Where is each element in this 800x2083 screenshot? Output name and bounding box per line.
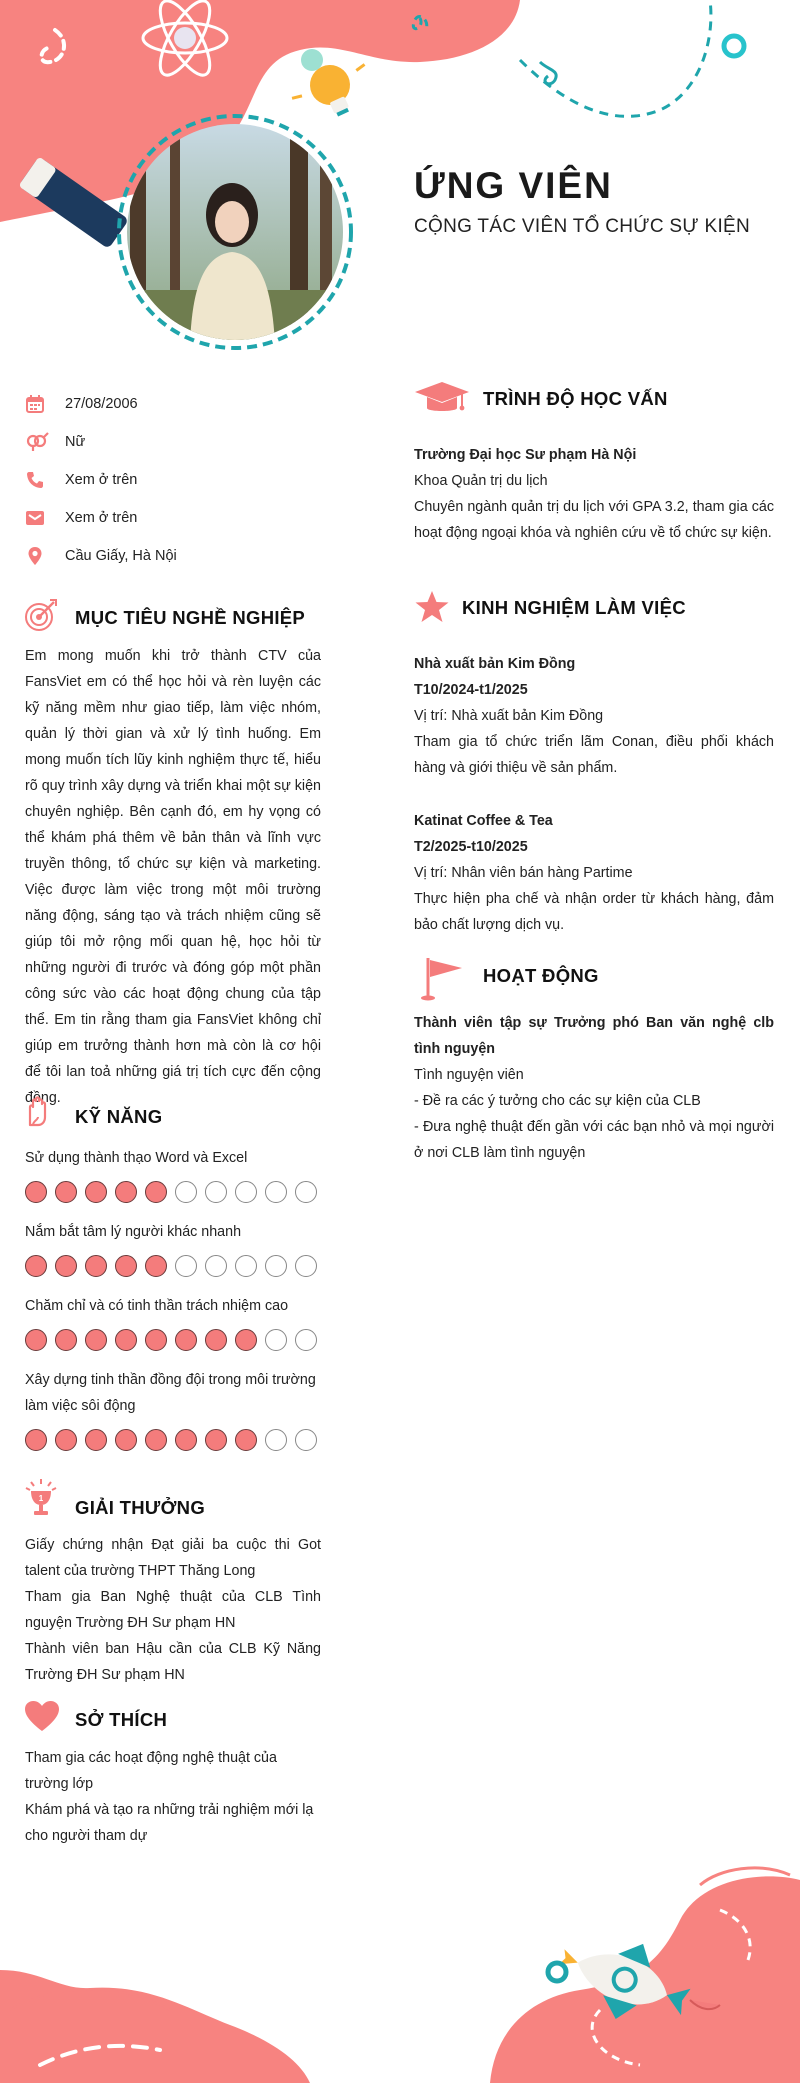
rating-dot-empty (175, 1255, 197, 1277)
hobby-item: Khám phá và tạo ra những trải nghiệm mới lạ cho người tham dự (25, 1802, 314, 1844)
hand-icon (24, 1095, 50, 1127)
objective-title: MỤC TIÊU NGHỀ NGHIỆP (75, 607, 306, 628)
experience-period: T2/2025-t10/2025 (414, 839, 528, 855)
rating-dot-filled (25, 1329, 47, 1351)
rating-dot-filled (55, 1429, 77, 1451)
rating-dot-filled (85, 1429, 107, 1451)
rating-dot-filled (85, 1329, 107, 1351)
experience-title: KINH NGHIỆM LÀM VIỆC (462, 597, 686, 618)
heart-icon (24, 1700, 60, 1732)
rating-dot-filled (25, 1255, 47, 1277)
contact-value: Xem ở trên (65, 472, 138, 488)
flag-icon (420, 955, 466, 1001)
awards-title: GIẢI THƯỞNG (75, 1497, 206, 1518)
hobbies-title: SỞ THÍCH (75, 1709, 168, 1730)
rating-dot-empty (295, 1329, 317, 1351)
activities-block (414, 1010, 774, 1166)
rating-dot-filled (175, 1429, 197, 1451)
skill-item (25, 1293, 321, 1351)
experience-period: T10/2024-t1/2025 (414, 682, 528, 698)
candidate-name: ỨNG VIÊN (414, 165, 613, 206)
education-block (414, 442, 774, 546)
rating-dot-filled (235, 1329, 257, 1351)
skill-name: Nắm bắt tâm lý người khác nhanh (25, 1224, 242, 1240)
star-icon (414, 590, 450, 624)
rating-dot-empty (205, 1255, 227, 1277)
rating-dot-filled (55, 1329, 77, 1351)
contact-value: Xem ở trên (65, 510, 138, 526)
rating-dot-filled (205, 1429, 227, 1451)
rating-dot-empty (175, 1181, 197, 1203)
gender-icon (25, 432, 65, 452)
contact-email (25, 499, 325, 537)
activities-title: HOẠT ĐỘNG (483, 965, 599, 986)
trophy-icon (24, 1478, 58, 1518)
calendar-icon (25, 394, 65, 414)
rating-dot-empty (295, 1181, 317, 1203)
experience-company: Katinat Coffee & Tea (414, 813, 553, 829)
skill-name: Sử dụng thành thạo Word và Excel (25, 1150, 248, 1166)
rating-dot-filled (85, 1181, 107, 1203)
phone-icon (25, 470, 65, 490)
awards-list (25, 1532, 321, 1688)
contact-value: Nữ (65, 434, 86, 450)
rating-dot-empty (265, 1329, 287, 1351)
education-title: TRÌNH ĐỘ HỌC VẤN (483, 388, 668, 409)
activities-bullet: - Đưa nghệ thuật đến gần với các bạn nhỏ và mọi người ở nơi CLB làm tình nguyện (414, 1119, 774, 1161)
contact-birthday (25, 385, 325, 423)
activities-role: Tình nguyện viên (414, 1067, 524, 1083)
skill-item (25, 1219, 321, 1277)
experience-desc: Thực hiện pha chế và nhận order từ khách hàng, đảm bảo chất lượng dịch vụ. (414, 891, 774, 933)
experience-position: Vị trí: Nhà xuất bản Kim Đồng (414, 708, 604, 724)
rating-dot-filled (115, 1329, 137, 1351)
education-school: Trường Đại học Sư phạm Hà Nội (414, 447, 637, 463)
graduation-cap-icon (414, 380, 470, 416)
svg-text:1: 1 (38, 1494, 44, 1503)
skill-item (25, 1367, 321, 1451)
hobbies-list (25, 1745, 321, 1849)
target-icon (24, 598, 58, 632)
rating-dot-filled (145, 1429, 167, 1451)
experience-item (414, 651, 774, 781)
contact-value: Cầu Giấy, Hà Nội (65, 548, 177, 564)
email-icon (25, 508, 65, 528)
award-item: Thành viên ban Hậu cần của CLB Kỹ Năng Trường ĐH Sư phạm HN (25, 1641, 321, 1683)
location-icon (25, 546, 65, 566)
rating-dot-empty (205, 1181, 227, 1203)
rating-dot-filled (145, 1329, 167, 1351)
skill-name: Xây dựng tinh thần đồng đội trong môi trường làm việc sôi động (25, 1372, 316, 1414)
rating-dot-filled (145, 1255, 167, 1277)
rating-dot-filled (55, 1255, 77, 1277)
rating-dot-empty (235, 1255, 257, 1277)
rating-dot-filled (145, 1181, 167, 1203)
rating-dot-filled (115, 1429, 137, 1451)
education-faculty: Khoa Quản trị du lịch (414, 473, 548, 489)
activities-org: Thành viên tập sự Trưởng phó Ban văn nghệ clb tình nguyện (414, 1015, 774, 1057)
skill-rating (25, 1329, 321, 1351)
rating-dot-filled (25, 1429, 47, 1451)
skill-name: Chăm chỉ và có tinh thần trách nhiệm cao (25, 1298, 289, 1314)
rating-dot-filled (115, 1255, 137, 1277)
header-decoration (0, 0, 800, 360)
rating-dot-empty (265, 1255, 287, 1277)
skill-rating (25, 1429, 321, 1451)
rating-dot-filled (85, 1255, 107, 1277)
education-desc: Chuyên ngành quản trị du lịch với GPA 3.2, tham gia các hoạt động ngoại khóa và nghiên cứu về tổ chức sự kiện. (414, 499, 774, 541)
skill-rating (25, 1255, 321, 1277)
experience-desc: Tham gia tổ chức triển lãm Conan, điều phối khách hàng và giới thiệu về sản phẩm. (414, 734, 774, 776)
activities-bullet: - Đề ra các ý tưởng cho các sự kiện của CLB (414, 1093, 701, 1109)
experience-position: Vị trí: Nhân viên bán hàng Partime (414, 865, 633, 881)
rating-dot-empty (295, 1429, 317, 1451)
light-bulb-icon (285, 50, 379, 131)
objective-text: Em mong muốn khi trở thành CTV của FansViet em có thể học hỏi và rèn luyện các kỹ năng mềm như giao tiếp, làm việc nhóm, quản lý thời gian và xử lý tình huống. Em mong muốn tích lũy kinh nghiệm thực tế, hiểu rõ quy trình xây dựng và triển khai một sự kiện chuyên nghiệp. Bên cạnh đó, em hy vọng có thể khám phá thêm về bản thân và lĩnh vực truyền thông, tổ chức sự kiện và marketing. Việc được làm việc trong một môi trường năng động, sáng tạo và trách nhiệm cũng sẽ giúp tôi mở rộng mối quan hệ, học hỏi từ những người đi trước và đóng góp một phần công sức vào các hoạt động chung của tập thể. Em tin rằng tham gia FansViet không chỉ giúp em trưởng thành hơn mà còn là cơ hội để tôi lan toả những giá trị tích cực đến cộng đồng. (25, 648, 321, 1106)
rating-dot-filled (175, 1329, 197, 1351)
skills-title: KỸ NĂNG (75, 1106, 163, 1127)
skill-rating (25, 1181, 321, 1203)
contact-phone (25, 461, 325, 499)
rating-dot-filled (115, 1181, 137, 1203)
award-item: Giấy chứng nhận Đạt giải ba cuộc thi Got talent của trường THPT Thăng Long (25, 1537, 321, 1579)
contact-value: 27/08/2006 (65, 396, 138, 412)
rating-dot-filled (55, 1181, 77, 1203)
rating-dot-filled (205, 1329, 227, 1351)
hobby-item: Tham gia các hoạt động nghệ thuật của trường lớp (25, 1750, 277, 1792)
rating-dot-filled (235, 1429, 257, 1451)
award-item: Tham gia Ban Nghệ thuật của CLB Tình nguyện Trường ĐH Sư phạm HN (25, 1589, 321, 1631)
contact-list (25, 385, 325, 575)
contact-gender (25, 423, 325, 461)
skill-item (25, 1145, 321, 1203)
rating-dot-empty (295, 1255, 317, 1277)
rating-dot-empty (265, 1429, 287, 1451)
rating-dot-empty (235, 1181, 257, 1203)
rating-dot-filled (25, 1181, 47, 1203)
experience-item (414, 808, 774, 938)
rating-dot-empty (265, 1181, 287, 1203)
contact-location (25, 537, 325, 575)
candidate-role: CỘNG TÁC VIÊN TỔ CHỨC SỰ KIỆN (414, 216, 751, 237)
footer-decoration (0, 1860, 800, 2083)
experience-company: Nhà xuất bản Kim Đồng (414, 656, 576, 672)
